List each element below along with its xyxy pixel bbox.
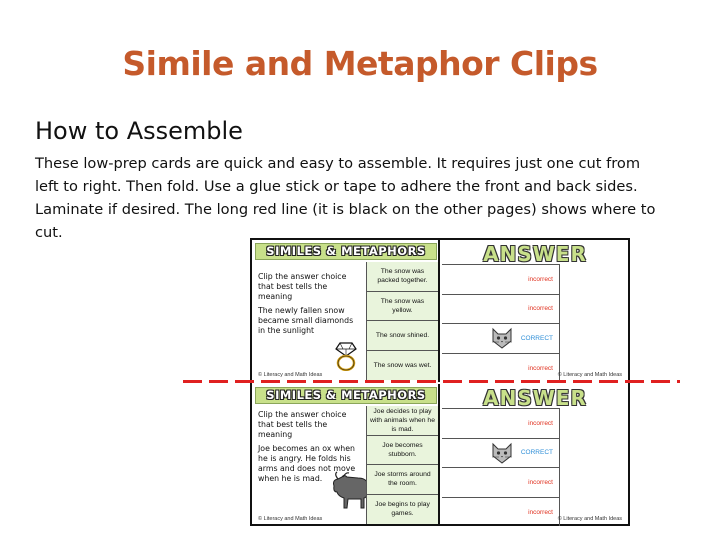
- answer-title: ANSWER: [483, 242, 587, 266]
- copyright: © Literacy and Math Ideas: [557, 372, 622, 378]
- cat-icon: [490, 327, 514, 350]
- choice[interactable]: Joe begins to play games.: [367, 495, 438, 525]
- cat-icon: [490, 442, 514, 465]
- instructions-paragraph: These low-prep cards are quick and easy to assemble. It requires just one cut from left to right. Then fold. Use a glue stick or tape to adhere the front and back sides. Laminate if desired. The long red line (it is black on the other pages) shows where to cut.: [35, 155, 656, 241]
- diamond-ring-icon: [334, 341, 358, 371]
- card-instruction: Clip the answer choice that best tells the meaning: [258, 272, 347, 301]
- card-back: [442, 240, 628, 382]
- choice[interactable]: The snow was yellow.: [367, 292, 438, 322]
- choice[interactable]: The snow was wet.: [367, 351, 438, 381]
- answer-key: [442, 264, 560, 382]
- card-back: [442, 384, 628, 526]
- answer-key: [442, 408, 560, 526]
- copyright: © Literacy and Math Ideas: [258, 516, 323, 522]
- cut-line: [183, 380, 680, 383]
- answer-label: incorrect: [442, 295, 559, 325]
- card-front: [252, 240, 440, 382]
- answer-label: CORRECT: [442, 324, 559, 354]
- answer-label: incorrect: [442, 265, 559, 295]
- choice[interactable]: The snow was packed together.: [367, 262, 438, 292]
- answer-label: incorrect: [528, 364, 553, 372]
- card-banner: SIMILES & METAPHORS: [255, 243, 437, 260]
- card-sentence: The newly fallen snow became small diamonds in the sunlight: [258, 306, 354, 335]
- section-heading: How to Assemble: [35, 117, 243, 145]
- answer-label: incorrect: [528, 508, 553, 516]
- card-banner: SIMILES & METAPHORS: [255, 387, 437, 404]
- choice[interactable]: Joe storms around the room.: [367, 465, 438, 495]
- clip-card-1: [252, 240, 628, 382]
- copyright: © Literacy and Math Ideas: [258, 372, 323, 378]
- card-sentence: Joe becomes an ox when he is angry. He folds his arms and does not move when he is mad.: [258, 444, 356, 483]
- choice[interactable]: Joe becomes stubborn.: [367, 436, 438, 466]
- answer-choices: [366, 262, 438, 380]
- answer-title: ANSWER: [483, 386, 587, 410]
- card-instruction: Clip the answer choice that best tells the meaning: [258, 410, 347, 439]
- answer-label: CORRECT: [442, 439, 559, 469]
- card-front: [252, 384, 440, 526]
- copyright: © Literacy and Math Ideas: [557, 516, 622, 522]
- answer-choices: [366, 406, 438, 524]
- answer-label: incorrect: [442, 409, 559, 439]
- page-title: Simile and Metaphor Clips: [122, 44, 598, 83]
- choice[interactable]: Joe decides to play with animals when he is mad.: [367, 406, 438, 436]
- answer-label: incorrect: [442, 468, 559, 498]
- clip-card-2: [252, 384, 628, 526]
- choice[interactable]: The snow shined.: [367, 321, 438, 351]
